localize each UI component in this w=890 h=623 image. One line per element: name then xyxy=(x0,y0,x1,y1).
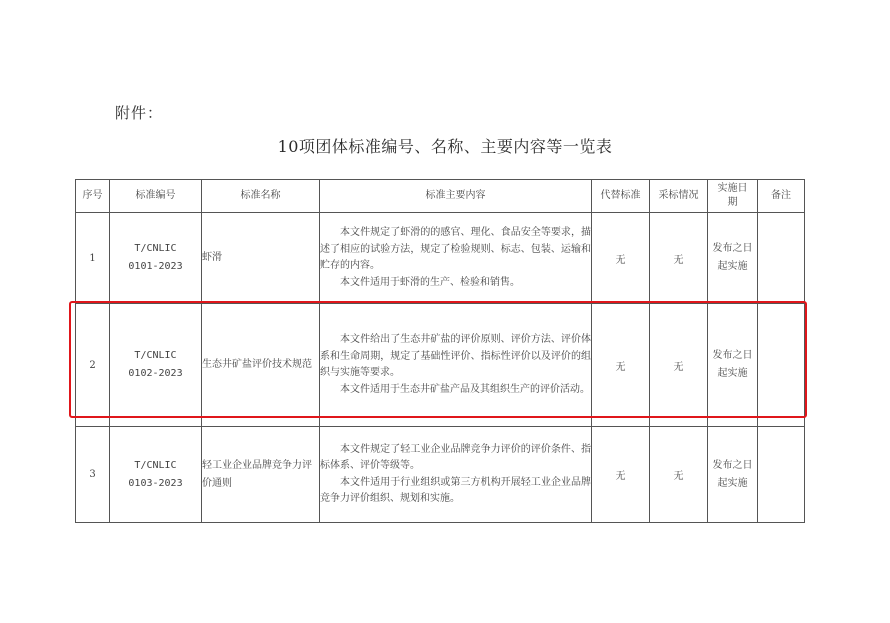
row-content-application: 本文件适用于生态井矿盐产品及其组织生产的评价活动。 xyxy=(340,383,590,395)
header-effective: 实施日期 xyxy=(708,180,758,213)
row-effective: 发布之日起实施 xyxy=(708,427,758,523)
header-replace: 代替标准 xyxy=(592,180,650,213)
row-content xyxy=(320,213,592,304)
header-code: 标准编号 xyxy=(110,180,202,213)
row-content xyxy=(320,304,592,427)
row-code-prefix: T/CNLIC xyxy=(134,350,177,361)
row-code-number: 0103-2023 xyxy=(128,477,183,489)
page-title: 10项团体标准编号、名称、主要内容等一览表 xyxy=(277,137,613,156)
row-remark xyxy=(758,304,805,427)
table-row xyxy=(76,304,805,427)
row-code xyxy=(110,213,202,304)
row-content-scope: 本文件规定了虾滑的的感官、理化、食品安全等要求，描述了相应的试验方法，规定了检验规则、标志、包装、运输和贮存的内容。 xyxy=(320,227,591,271)
row-content-scope: 本文件规定了轻工业企业品牌竞争力评价的评价条件、指标体系、评价等级等。 xyxy=(320,443,591,471)
header-content: 标准主要内容 xyxy=(320,180,592,213)
row-effective: 发布之日起实施 xyxy=(708,304,758,427)
header-seq: 序号 xyxy=(76,180,110,213)
header-adopt: 采标情况 xyxy=(650,180,708,213)
row-remark xyxy=(758,213,805,304)
table-header-row xyxy=(76,180,805,213)
table-row xyxy=(76,427,805,523)
row-replace: 无 xyxy=(592,427,650,523)
row-content-application: 本文件适用于虾滑的生产、检验和销售。 xyxy=(340,276,520,288)
row-adopt: 无 xyxy=(650,304,708,427)
row-code xyxy=(110,427,202,523)
row-code-prefix: T/CNLIC xyxy=(134,243,177,254)
row-effective: 发布之日起实施 xyxy=(708,213,758,304)
row-remark xyxy=(758,427,805,523)
row-content-application: 本文件适用于行业组织或第三方机构开展轻工业企业品牌竞争力评价组织、规划和实施。 xyxy=(320,476,591,504)
row-content-scope: 本文件给出了生态井矿盐的评价原则、评价方法、评价体系和生命周期，规定了基础性评价、指标性评价以及评价的组织与实施等要求。 xyxy=(320,334,591,378)
row-name: 轻工业企业品牌竞争力评价通则 xyxy=(202,427,320,523)
table-row xyxy=(76,213,805,304)
row-adopt: 无 xyxy=(650,427,708,523)
row-code-number: 0102-2023 xyxy=(128,368,183,379)
row-name: 虾滑 xyxy=(202,213,320,304)
row-code xyxy=(110,304,202,427)
row-replace: 无 xyxy=(592,304,650,427)
row-seq: 1 xyxy=(76,213,110,304)
row-code-number: 0101-2023 xyxy=(128,261,183,272)
row-seq: 3 xyxy=(76,427,110,523)
attachment-label: 附件： xyxy=(115,104,164,122)
standards-table xyxy=(75,179,805,523)
row-seq: 2 xyxy=(76,304,110,427)
row-name: 生态井矿盐评价技术规范 xyxy=(202,304,320,427)
row-code-prefix: T/CNLIC xyxy=(134,459,177,471)
header-remark: 备注 xyxy=(758,180,805,213)
header-name: 标准名称 xyxy=(202,180,320,213)
row-replace: 无 xyxy=(592,213,650,304)
row-adopt: 无 xyxy=(650,213,708,304)
row-content xyxy=(320,427,592,523)
